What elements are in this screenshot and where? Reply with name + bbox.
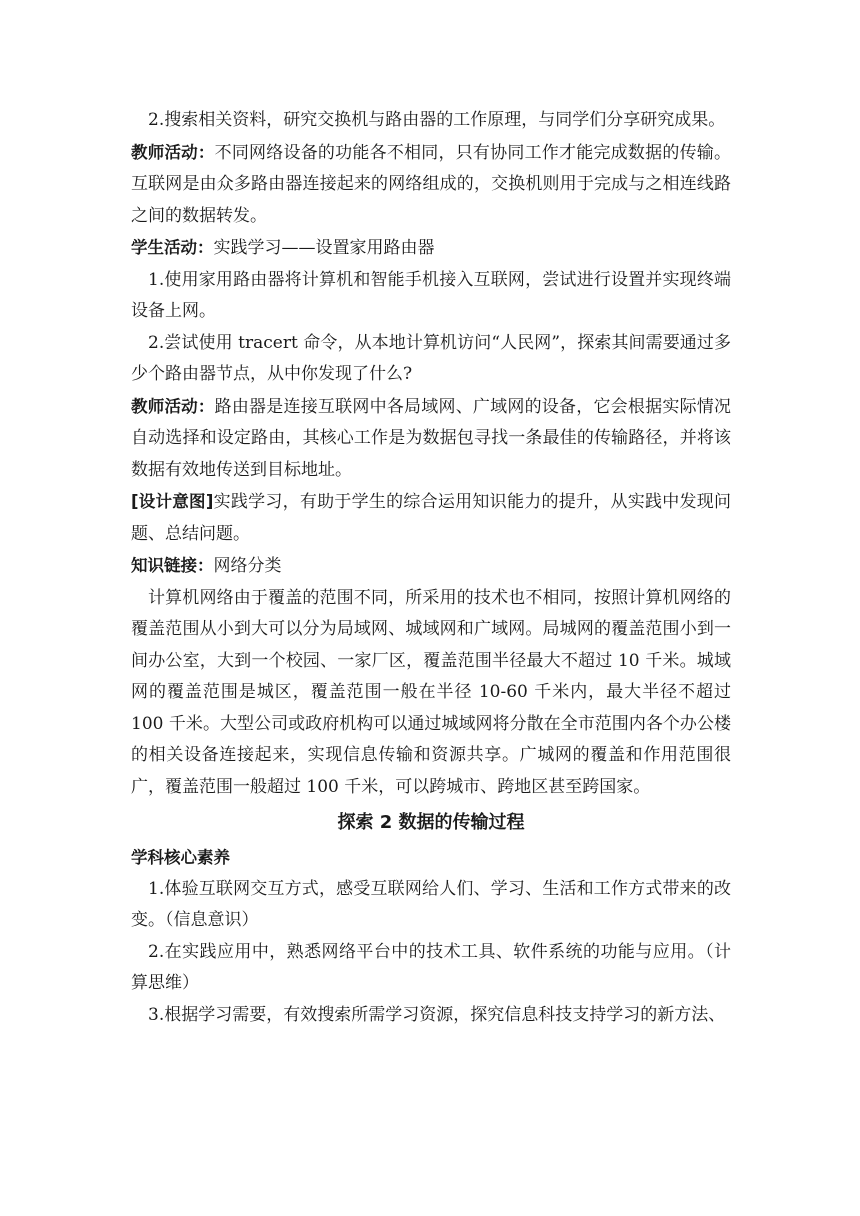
paragraph-text: 实践学习——设置家用路由器 bbox=[213, 238, 435, 258]
teacher-activity-label: 教师活动： bbox=[131, 396, 215, 416]
core-item bbox=[131, 937, 731, 1000]
paragraph-design-intent bbox=[131, 486, 731, 550]
paragraph-knowledge-link bbox=[131, 550, 731, 583]
paragraph-text: 1.使用家用路由器将计算机和智能手机接入互联网，尝试进行设置并实现终端设备上网。 bbox=[131, 269, 731, 321]
core-item bbox=[131, 874, 731, 937]
paragraph-teacher-activity-2 bbox=[131, 391, 731, 487]
student-activity-label: 学生活动： bbox=[131, 238, 214, 257]
core-item-text: 3.根据学习需要，有效搜索所需学习资源，探究信息科技支持学习的新方法、 bbox=[148, 1004, 726, 1025]
paragraph-text: 路由器是连接互联网中各局域网、广域网的设备，它会根据实际情况自动选择和设定路由，其核心工作是为数据包寻找一条最佳的传输路径，并将该数据有效地传送到目标地址。 bbox=[131, 396, 732, 480]
paragraph-router-task-1 bbox=[131, 265, 731, 328]
paragraph-text: 实践学习，有助于学生的综合运用知识能力的提升，从实践中发现问题、总结问题。 bbox=[131, 492, 731, 544]
core-item bbox=[131, 1000, 731, 1032]
paragraph-research-task bbox=[131, 105, 731, 137]
paragraph-teacher-activity-1 bbox=[131, 137, 731, 233]
paragraph-text: 2.尝试使用 tracert 命令，从本地计算机访问“人民网”，探索其间需要通过多少个路由器节点，从中你发现了什么? bbox=[131, 332, 731, 384]
paragraph-student-activity bbox=[131, 232, 731, 265]
document-page bbox=[131, 105, 731, 1031]
teacher-activity-label: 教师活动： bbox=[131, 142, 215, 162]
paragraph-text: 2.搜索相关资料，研究交换机与路由器的工作原理，与同学们分享研究成果。 bbox=[148, 110, 726, 130]
paragraph-network-classification bbox=[131, 583, 731, 804]
paragraph-text: 不同网络设备的功能各不相同，只有协同工作才能完成数据的传输。互联网是由众多路由器连接起来的网络组成的，交换机则用于完成与之相连线路之间的数据转发。 bbox=[131, 142, 732, 226]
knowledge-link-label: 知识链接： bbox=[131, 556, 214, 575]
design-intent-label: [设计意图] bbox=[131, 492, 214, 511]
paragraph-text: 计算机网络由于覆盖的范围不同，所采用的技术也不相同，按照计算机网络的覆盖范围从小到大可以分为局域网、城域网和广域网。局城网的覆盖范围小到一间办公室，大到一个校园、一家厂区，覆盖范围半径最大不超过 10 千米。城域网的覆盖范围是城区，覆盖范围一般在半径 10-60 千米内，最大半径不超过 100 千米。大型公司或政府机构可以通过城域网将分散在全市范围内各个办公楼的相关设备连接起来，实现信息传输和资源共享。广城网的覆盖和作用范围很广，覆盖范围一般超过 100 千米，可以跨城市、跨地区甚至跨国家。 bbox=[131, 587, 731, 797]
core-literacy-subheading: 学科核心素养 bbox=[131, 848, 230, 867]
core-item-text: 1.体验互联网交互方式，感受互联网给人们、学习、生活和工作方式带来的改变。（信息意识） bbox=[131, 878, 731, 930]
section-heading: 探索 2 数据的传输过程 bbox=[337, 812, 525, 833]
paragraph-text: 网络分类 bbox=[213, 556, 282, 576]
core-item-text: 2.在实践应用中，熟悉网络平台中的技术工具、软件系统的功能与应用。（计算思维） bbox=[131, 941, 731, 993]
paragraph-router-task-2 bbox=[131, 328, 731, 391]
